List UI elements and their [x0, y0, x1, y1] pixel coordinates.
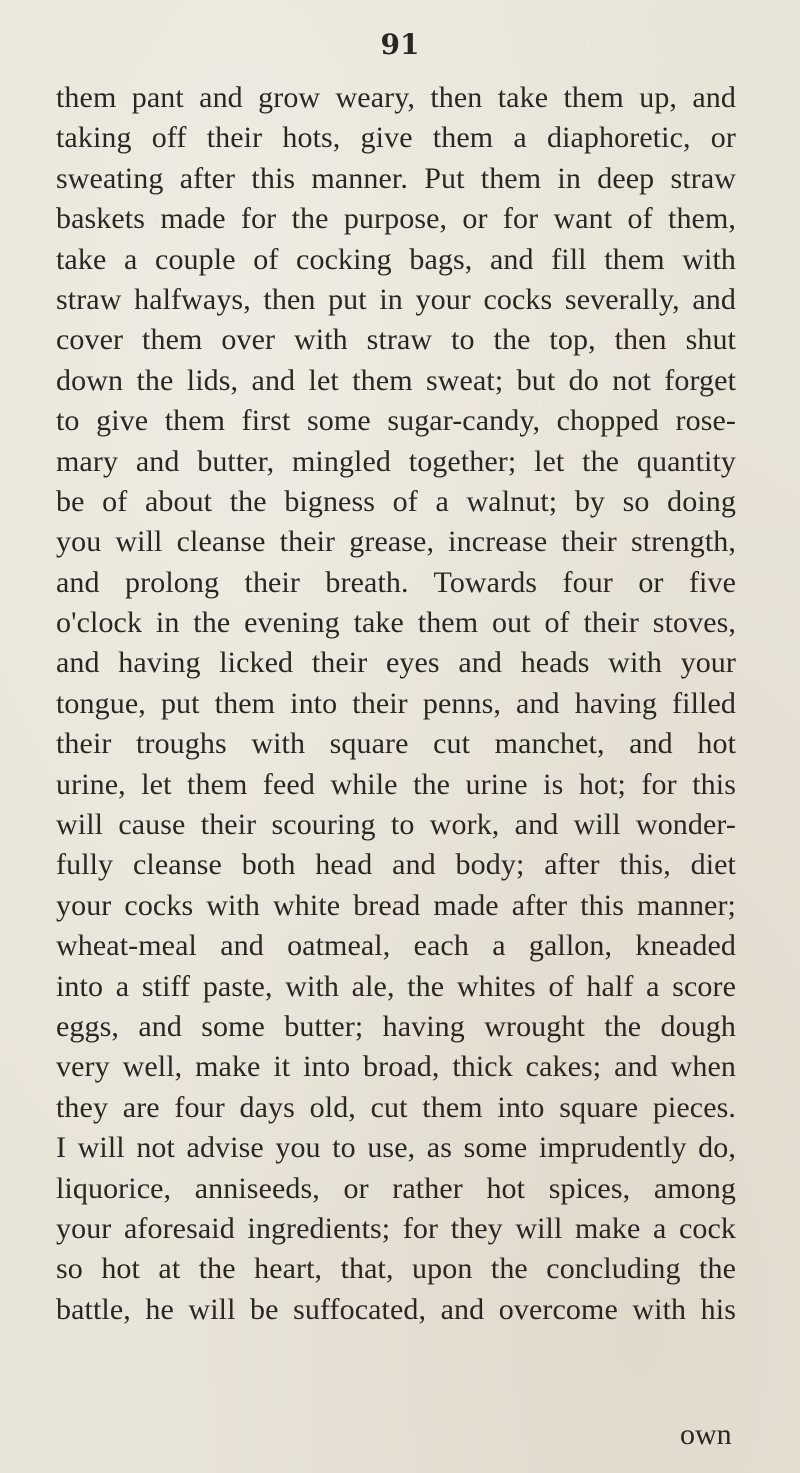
text-line: their troughs with square cut manchet, and hot — [56, 727, 736, 761]
text-line: liquorice, anniseeds, or rather hot spices, among — [56, 1171, 736, 1205]
text-line: you will cleanse their grease, increase their strength, — [56, 525, 736, 559]
text-line: so hot at the heart, that, upon the concluding the — [56, 1252, 736, 1286]
text-line: tongue, put them into their penns, and having filled — [56, 686, 736, 720]
text-line: into a stiff paste, with ale, the whites of half a score — [56, 969, 736, 1003]
text-line: them pant and grow weary, then take them up, and — [56, 81, 736, 114]
text-line: they are four days old, cut them into square pieces. — [56, 1090, 736, 1124]
page-number: 91 — [380, 28, 420, 61]
body-text — [56, 78, 736, 1330]
text-line: fully cleanse both head and body; after this, diet — [56, 848, 736, 882]
text-line: urine, let them feed while the urine is hot; for this — [56, 767, 736, 801]
text-line: battle, he will be suffocated, and overcome with his — [56, 1292, 736, 1326]
catchword: own — [680, 1418, 732, 1451]
text-line: your aforesaid ingredients; for they will make a cock — [56, 1211, 736, 1245]
text-line: down the lids, and let them sweat; but do not forget — [56, 363, 736, 397]
text-line: taking off their hots, give them a diaphoretic, or — [56, 121, 736, 155]
text-line: mary and butter, mingled together; let the quantity — [56, 444, 736, 478]
text-line: to give them first some sugar-candy, chopped rose- — [56, 404, 736, 438]
text-line: o'clock in the evening take them out of their stoves, — [56, 606, 736, 640]
text-line: your cocks with white bread made after this manner; — [56, 888, 736, 922]
text-line: eggs, and some butter; having wrought the dough — [56, 1009, 736, 1043]
text-line: very well, make it into broad, thick cakes; and when — [56, 1050, 736, 1084]
text-line: I will not advise you to use, as some imprudently do, — [56, 1131, 736, 1165]
text-line: straw halfways, then put in your cocks severally, and — [56, 282, 736, 316]
text-line: be of about the bigness of a walnut; by so doing — [56, 484, 736, 518]
text-line: baskets made for the purpose, or for want of them, — [56, 202, 736, 236]
text-line: cover them over with straw to the top, then shut — [56, 323, 736, 357]
text-line: and having licked their eyes and heads with your — [56, 646, 736, 680]
text-line: take a couple of cocking bags, and fill them with — [56, 242, 736, 276]
text-line: will cause their scouring to work, and will wonder- — [56, 808, 736, 842]
text-line: wheat-meal and oatmeal, each a gallon, kneaded — [56, 929, 736, 963]
text-line: sweating after this manner. Put them in deep straw — [56, 161, 736, 195]
text-line: and prolong their breath. Towards four or five — [56, 565, 736, 599]
